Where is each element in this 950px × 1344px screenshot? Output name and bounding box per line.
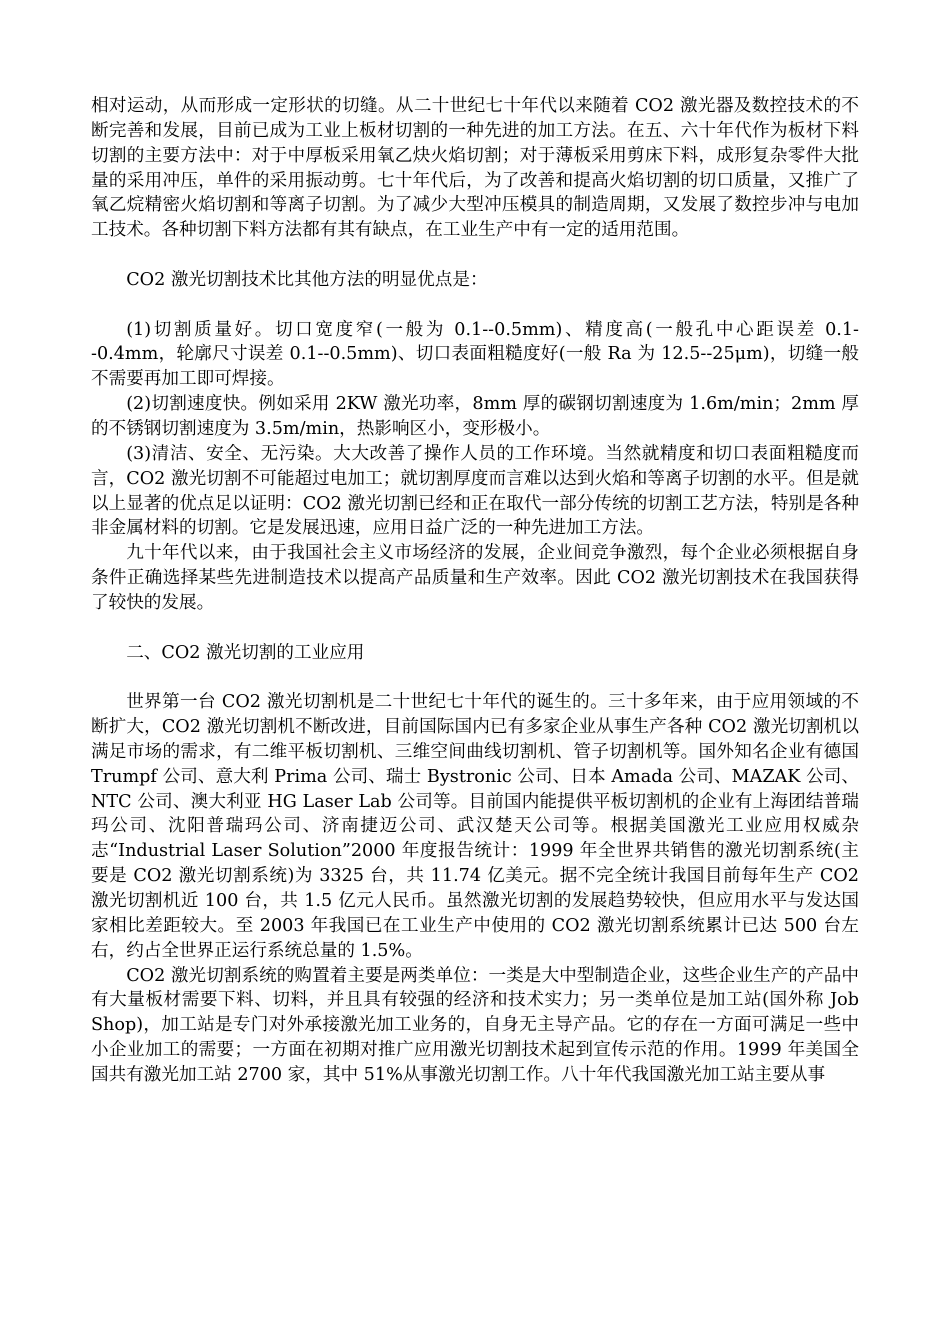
section-heading-industrial-application: 二、CO2 激光切割的工业应用 [126, 642, 365, 663]
blank-line [91, 293, 859, 318]
paragraph-world-first-machine: 世界第一台 CO2 激光切割机是二十世纪七十年代的诞生的。三十多年来，由于应用领域的不断扩大，CO2 激光切割机不断改进，目前国际国内已有多家企业从事生产各种 CO2 激光切割机以满足市场的需求，有二维平板切割机、三维空间曲线切割机、管子切割机等。国外知名企业有德国 Trumpf 公司、意大利 Prima 公司、瑞士 Bystronic 公司、日本 Amada 公司、MAZAK 公司、NTC 公司、澳大利亚 HG Laser Lab 公司等。目前国内能提供平板切割机的企业有上海团结普瑞玛公司、沈阳普瑞玛公司、济南捷迈公司、武汉楚天公司等。根据美国激光工业应用权威杂志“Industrial Laser Solution”2000 年度报告统计：1999 年全世界共销售的激光切割系统(主要是 CO2 激光切割系统)为 3325 台，共 11.74 亿美元。据不完全统计我国目前每年生产 CO2 激光切割机近 100 台，共 1.5 亿元人民币。虽然激光切割的发展趋势较快，但应用水平与发达国家相比差距较大。至 2003 年我国已在工业生产中使用的 CO2 激光切割系统累计已达 500 台左右，约占全世界正运行系统总量的 1.5%。 [91, 692, 859, 961]
paragraph-buyers: CO2 激光切割系统的购置着主要是两类单位：一类是大中型制造企业，这些企业生产的产品中有大量板材需要下料、切料，并且具有较强的经济和技术实力；另一类单位是加工站(国外称 Job Shop)，加工站是专门对外承接激光加工业务的，自身无主导产品。它的存在一方面可满足一些中小企业加工的需要；一方面在初期对推广应用激光切割技术起到宣传示范的作用。1999 年美国全国共有激光加工站 2700 家，其中 51%从事激光切割工作。八十年代我国激光加工站主要从事 [91, 965, 859, 1085]
paragraph-advantage-3: (3)清洁、安全、无污染。大大改善了操作人员的工作环境。当然就精度和切口表面粗糙度而言，CO2 激光切割不可能超过电加工；就切割厚度而言难以达到火焰和等离子切割的水平。但是就以上显著的优点足以证明：CO2 激光切割已经和正在取代一部分传统的切割工艺方法，特别是各种非金属材料的切割。它是发展迅速，应用日益广泛的一种先进加工方法。 [91, 443, 859, 539]
blank-line [91, 616, 859, 641]
blank-line [91, 243, 859, 268]
blank-line [91, 665, 859, 690]
document-page [91, 94, 859, 1088]
paragraph-advantage-2: (2)切割速度快。例如采用 2KW 激光功率，8mm 厚的碳钢切割速度为 1.6m/min；2mm 厚的不锈钢切割速度为 3.5m/min，热影响区小，变形极小。 [91, 394, 859, 439]
paragraph-intro-continuation: 相对运动，从而形成一定形状的切缝。从二十世纪七十年代以来随着 CO2 激光器及数控技术的不断完善和发展，目前已成为工业上板材切割的一种先进的加工方法。在五、六十年代作为板材下料切割的主要方法中：对于中厚板采用氧乙炔火焰切割；对于薄板采用剪床下料，成形复杂零件大批量的采用冲压，单件的采用振动剪。七十年代后，为了改善和提高火焰切割的切口质量，又推广了氧乙烷精密火焰切割和等离子切割。为了减少大型冲压模具的制造周期，又发展了数控步冲与电加工技术。各种切割下料方法都有其有缺点，在工业生产中有一定的适用范围。 [91, 96, 859, 241]
paragraph-advantage-1: (1)切割质量好。切口宽度窄(一般为 0.1--0.5mm)、精度高(一般孔中心距误差 0.1--0.4mm，轮廓尺寸误差 0.1--0.5mm)、切口表面粗糙度好(一般 Ra 为 12.5--25μm)，切缝一般不需要再加工即可焊接。 [91, 319, 859, 390]
paragraph-nineties-development: 九十年代以来，由于我国社会主义市场经济的发展，企业间竞争激烈，每个企业必须根据自身条件正确选择某些先进制造技术以提高产品质量和生产效率。因此 CO2 激光切割技术在我国获得了较快的发展。 [91, 543, 859, 613]
paragraph-advantages-lead: CO2 激光切割技术比其他方法的明显优点是： [126, 269, 488, 290]
